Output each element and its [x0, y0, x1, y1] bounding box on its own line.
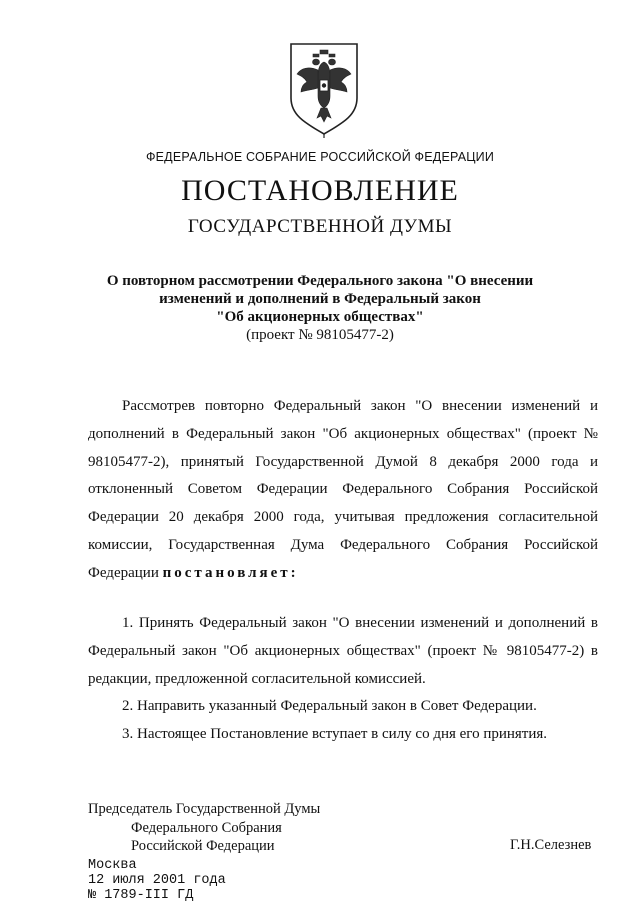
organization-name: ФЕДЕРАЛЬНОЕ СОБРАНИЕ РОССИЙСКОЙ ФЕДЕРАЦИИ	[145, 150, 495, 164]
resolution-items	[88, 610, 598, 749]
resolution-item: 1. Принять Федеральный закон "О внесении изменений и дополнений в Федеральный закон "Об акционерных обществах" (проект № 98105477-2) в редакции, предложенной согласительной комиссией.	[88, 615, 598, 687]
signature-title-line-1: Председатель Государственной Думы	[88, 801, 321, 817]
document-title: ПОСТАНОВЛЕНИЕ	[181, 174, 459, 207]
registration-stamp	[88, 858, 226, 903]
signature-block	[88, 800, 320, 856]
heading-line-3: "Об акционерных обществах"	[216, 309, 424, 325]
signature-title-line-3: Российской Федерации	[131, 838, 275, 854]
resolution-item: 2. Направить указанный Федеральный закон в Совет Федерации.	[122, 698, 537, 715]
stamp-date: 12 июля 2001 года	[88, 873, 226, 888]
preamble-text: Рассмотрев повторно Федеральный закон "О внесении изменений и дополнений в Федеральный закон "Об акционерных обществах" (проект № 98105477-2), принятый Государственной Думой 8 декабря 2000 года и отклоненный Советом Федерации Федерального Собрания Российской Федерации 20 декабря 2000 года, учитывая предложения согласительной комиссии, Государственная Дума Федерального Собрания Российской Федерации	[88, 398, 598, 581]
heading-line-1: О повторном рассмотрении Федерального закона "О внесении	[106, 273, 534, 289]
coat-of-arms-emblem	[285, 40, 363, 138]
document-issuer: ГОСУДАРСТВЕННОЙ ДУМЫ	[187, 216, 453, 237]
signature-title-line-2: Федерального Собрания	[131, 819, 282, 836]
signer-name: Г.Н.Селезнев	[510, 837, 592, 853]
heading-line-2: изменений и дополнений в Федеральный закон	[159, 291, 481, 307]
preamble-paragraph	[88, 393, 598, 588]
stamp-city: Москва	[88, 858, 137, 873]
resolution-item: 3. Настоящее Постановление вступает в силу со дня его принятия.	[122, 726, 548, 743]
resolution-heading	[0, 272, 640, 344]
stamp-number: № 1789-III ГД	[88, 888, 194, 903]
resolves-word: постановляет:	[162, 564, 299, 581]
project-number: (проект № 98105477-2)	[246, 327, 394, 343]
